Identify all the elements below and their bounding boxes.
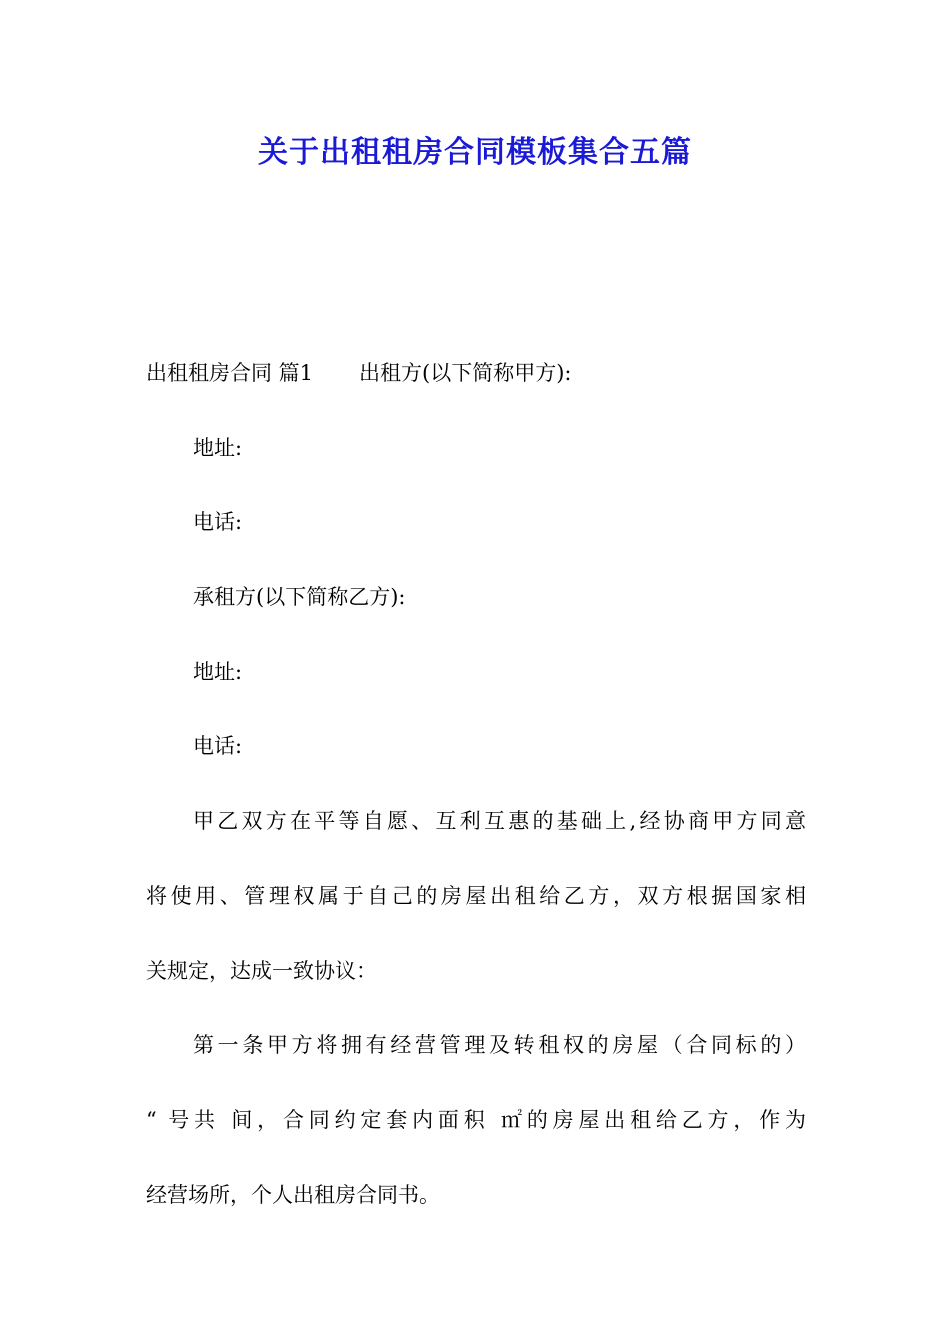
body-line: 第一条甲方将拥有经营管理及转租权的房屋（合同标的） xyxy=(193,1033,806,1058)
body-line: 甲乙双方在平等自愿、互利互惠的基础上,经协商甲方同意 xyxy=(193,809,806,834)
section-heading: 出租租房合同 篇1 xyxy=(146,361,314,385)
body-line: 承租方(以下简称乙方): xyxy=(193,585,406,610)
document-title: 关于出租租房合同模板集合五篇 xyxy=(258,135,692,170)
body-line xyxy=(146,336,806,411)
body-line: 关规定，达成一致协议： xyxy=(146,958,377,983)
lessor-label: 出租方(以下简称甲方): xyxy=(359,361,572,385)
body-line: 将使用、管理权属于自己的房屋出租给乙方，双方根据国家相 xyxy=(146,883,806,908)
body-line: “ 号共 间，合同约定套内面积 ㎡的房屋出租给乙方，作为 xyxy=(146,1107,806,1132)
document-body xyxy=(146,336,806,1232)
body-line: 电话: xyxy=(193,734,243,759)
body-line: 经营场所，个人出租房合同书。 xyxy=(146,1182,440,1207)
body-line: 地址: xyxy=(193,659,243,684)
body-line: 电话: xyxy=(193,510,243,535)
body-line: 地址: xyxy=(193,435,243,460)
